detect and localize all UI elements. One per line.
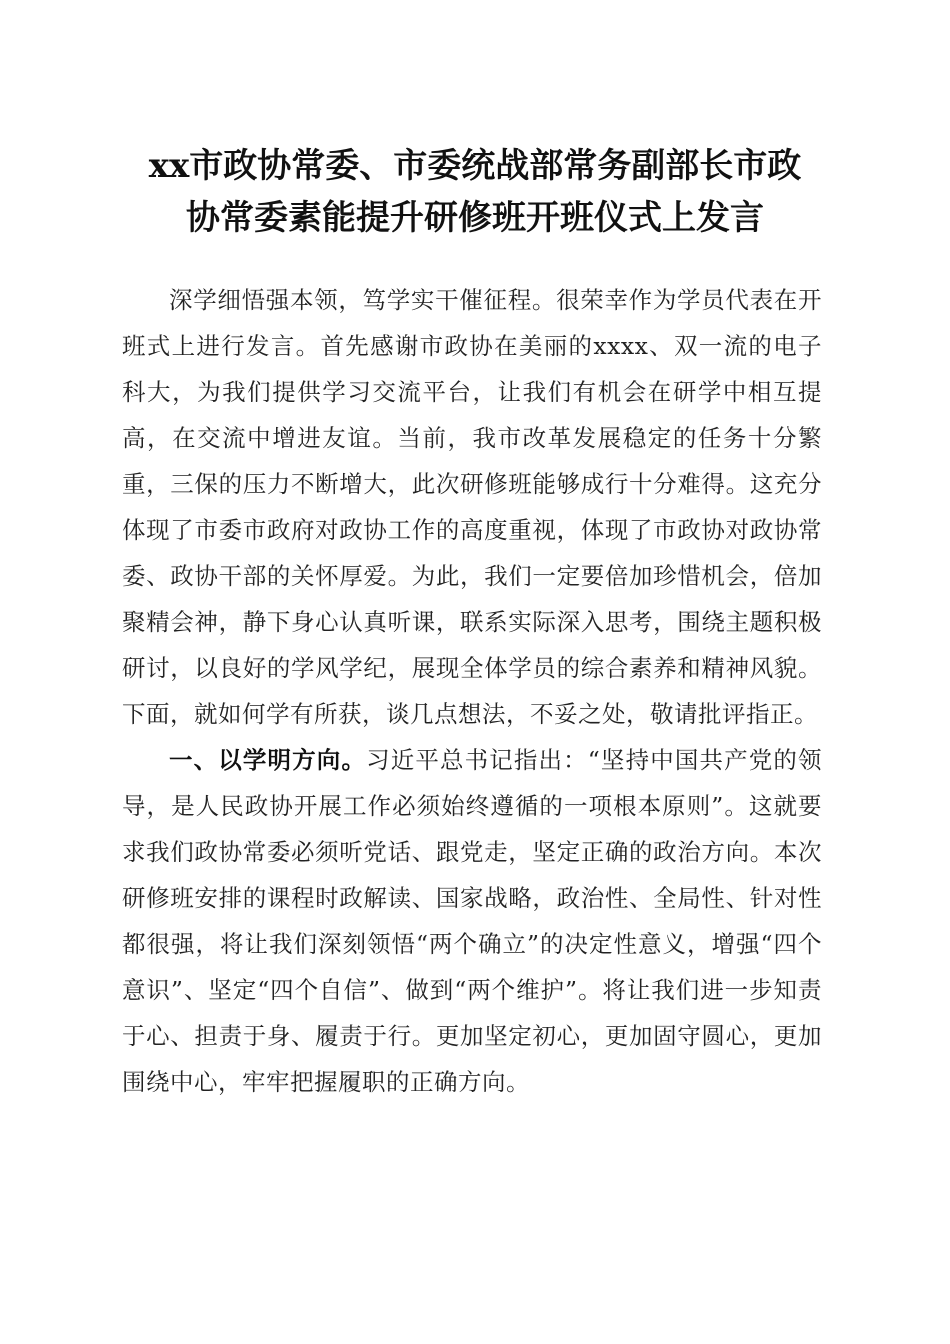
paragraph-text: 深学细悟强本领，笃学实干催征程。很荣幸作为学员代表在开班式上进行发言。首先感谢市政协在美丽的xxxx、双一流的电子科大，为我们提供学习交流平台，让我们有机会在研学中相互提高，在交流中增进友谊。当前，我市改革发展稳定的任务十分繁重，三保的压力不断增大，此次研修班能够成行十分难得。这充分体现了市委市政府对政协工作的高度重视，体现了市政协对政协常委、政协干部的关怀厚爱。为此，我们一定要倍加珍惜机会，倍加聚精会神，静下身心认真听课，联系实际深入思考，围绕主题积极研讨，以良好的学风学纪，展现全体学员的综合素养和精神风貌。下面，就如何学有所获，谈几点想法，不妥之处，敬请批评指正。 <box>122 286 822 728</box>
document-title <box>100 140 850 244</box>
document-body <box>122 277 822 1105</box>
title-line-1: xx市政协常委、市委统战部常务副部长市政 <box>148 146 802 186</box>
paragraph-text: 习近平总书记指出：“坚持中国共产党的领导，是人民政协开展工作必须始终遵循的一项根本原则”。这就要求我们政协常委必须听党话、跟党走，坚定正确的政治方向。本次研修班安排的课程时政解读、国家战略，政治性、全局性、针对性都很强，将让我们深刻领悟“两个确立”的决定性意义，增强“四个意识”、坚定“四个自信”、做到“两个维护”。将让我们进一步知责于心、担责于身、履责于行。更加坚定初心，更加固守圆心，更加围绕中心，牢牢把握履职的正确方向。 <box>122 746 823 1096</box>
section-heading: 一、以学明方向。 <box>169 746 367 774</box>
paragraph-section-1 <box>122 737 822 1105</box>
title-line-2: 协常委素能提升研修班开班仪式上发言 <box>186 198 764 238</box>
paragraph-intro <box>122 277 822 737</box>
